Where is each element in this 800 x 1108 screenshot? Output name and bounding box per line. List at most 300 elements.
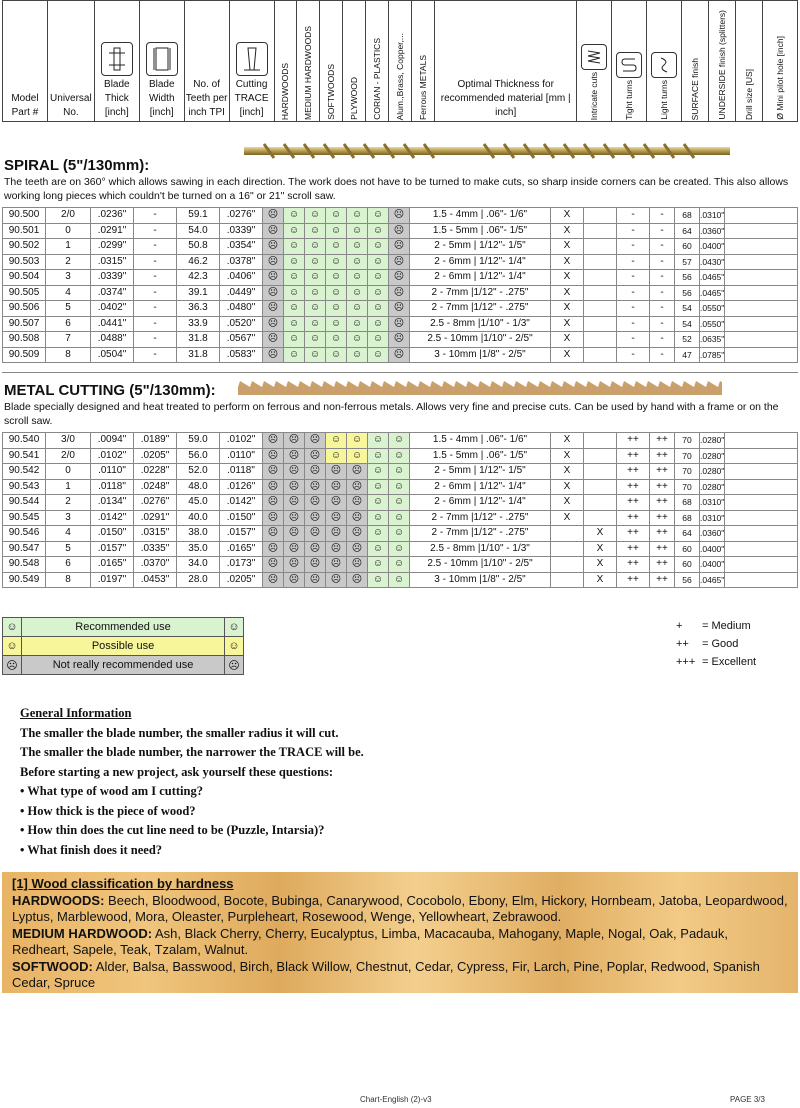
smile-icon: ☺ [389, 541, 410, 557]
cell-c2 [584, 301, 617, 317]
cell-c1: X [551, 285, 584, 301]
cell-c4: ++ [650, 510, 675, 526]
frown-icon: ☹ [263, 301, 284, 317]
general-line: • How thin does the cut line need to be (Puzzle, Intarsia)? [20, 823, 325, 837]
cell-opt: 1.5 - 5mm | .06"- 1/5" [410, 223, 551, 239]
frown-icon: ☹ [347, 557, 368, 573]
header-model: Model Part # [3, 1, 48, 122]
cell-trace: .0157" [220, 526, 263, 542]
cell-drill: 70 [675, 433, 700, 449]
cell-tpi: 42.3 [177, 270, 220, 286]
smile-icon: ☺ [326, 448, 347, 464]
cell-c2 [584, 285, 617, 301]
cell-drill: 70 [675, 448, 700, 464]
medium-hardwood-paragraph [12, 926, 788, 959]
cell-c3: ++ [617, 526, 650, 542]
smile-icon: ☺ [326, 223, 347, 239]
header-mat-0: HARDWOODS [274, 1, 297, 122]
cell-pilot: .0430" [700, 254, 725, 270]
smile-icon: ☺ [368, 285, 389, 301]
cell-model: 90.541 [3, 448, 46, 464]
spacer-cell [725, 464, 798, 480]
light-turns-icon [651, 52, 677, 78]
smile-icon: ☺ [284, 285, 305, 301]
cell-width: .0189" [134, 433, 177, 449]
smile-icon: ☺ [347, 223, 368, 239]
cell-uni: 3 [46, 510, 91, 526]
table-row [3, 239, 798, 255]
header-cut-0: Intricate cuts [577, 1, 612, 122]
smile-icon: ☺ [305, 254, 326, 270]
cell-c4: - [650, 239, 675, 255]
cell-c3: ++ [617, 510, 650, 526]
smile-icon: ☺ [389, 557, 410, 573]
cell-c1 [551, 557, 584, 573]
smile-icon: ☺ [368, 301, 389, 317]
header-table [2, 0, 798, 122]
smile-icon: ☺ [347, 332, 368, 348]
cell-drill: 56 [675, 572, 700, 588]
smile-icon: ☺ [347, 448, 368, 464]
cell-width: .0276" [134, 495, 177, 511]
general-heading: General Information [20, 706, 132, 720]
cell-c4: - [650, 254, 675, 270]
smile-icon: ☺ [347, 254, 368, 270]
cell-trace: .0165" [220, 541, 263, 557]
frown-icon: ☹ [389, 301, 410, 317]
header-tpi: No. of Teeth per inch TPI [184, 1, 229, 122]
cell-tpi: 35.0 [177, 541, 220, 557]
table-row [3, 270, 798, 286]
cell-drill: 68 [675, 495, 700, 511]
general-line: The smaller the blade number, the smaller radius it will cut. [20, 725, 339, 740]
frown-icon: ☹ [263, 572, 284, 588]
smile-icon: ☺ [326, 332, 347, 348]
cell-drill: 47 [675, 347, 700, 363]
frown-icon: ☹ [284, 433, 305, 449]
cell-c4: - [650, 301, 675, 317]
cell-width: .0228" [134, 464, 177, 480]
cell-pilot: .0400" [700, 557, 725, 573]
cell-drill: 64 [675, 223, 700, 239]
cell-model: 90.500 [3, 208, 46, 224]
cell-tpi: 48.0 [177, 479, 220, 495]
cell-opt: 3 - 10mm |1/8" - 2/5" [410, 347, 551, 363]
cell-drill: 57 [675, 254, 700, 270]
cell-c2 [584, 495, 617, 511]
cell-opt: 2.5 - 8mm |1/10" - 1/3" [410, 316, 551, 332]
header-cut-1: Tight turns [612, 1, 647, 122]
cell-c2 [584, 254, 617, 270]
softwood-paragraph [12, 959, 788, 992]
cell-width: .0291" [134, 510, 177, 526]
cell-thick: .0102" [91, 448, 134, 464]
smile-icon: ☺ [284, 223, 305, 239]
table-row [3, 332, 798, 348]
frown-icon: ☹ [326, 557, 347, 573]
cell-drill: 52 [675, 332, 700, 348]
frown-icon: ☹ [305, 526, 326, 542]
frown-icon: ☹ [347, 464, 368, 480]
smile-icon: ☺ [368, 223, 389, 239]
cell-model: 90.503 [3, 254, 46, 270]
smile-icon: ☺ [284, 301, 305, 317]
cell-opt: 2 - 6mm | 1/12"- 1/4" [410, 495, 551, 511]
spacer-cell [725, 254, 798, 270]
general-line: • What finish does it need? [20, 842, 163, 857]
cell-opt: 2 - 5mm | 1/12"- 1/5" [410, 464, 551, 480]
legend-not-recommended [3, 656, 244, 675]
cell-uni: 2/0 [46, 208, 91, 224]
frown-icon: ☹ [284, 495, 305, 511]
smile-icon: ☺ [368, 526, 389, 542]
metal-description: Blade specially designed and heat treated to perform on ferrous and non-ferrous metals. Allows very fine and precise cuts. Can be used by hand with a frame or on the scroll saw. [4, 401, 779, 427]
cell-model: 90.509 [3, 347, 46, 363]
cell-model: 90.543 [3, 479, 46, 495]
header-mat-4: CORIAN - PLASTICS [366, 1, 389, 122]
scale-excellent: +++ = Excellent [676, 656, 757, 668]
cell-drill: 64 [675, 526, 700, 542]
frown-icon: ☹ [389, 316, 410, 332]
cell-width: - [134, 285, 177, 301]
table-row [3, 464, 798, 480]
cell-trace: .0339" [220, 223, 263, 239]
cell-trace: .0142" [220, 495, 263, 511]
cell-opt: 1.5 - 5mm | .06"- 1/5" [410, 448, 551, 464]
cell-trace: .0173" [220, 557, 263, 573]
smile-icon: ☺ [326, 316, 347, 332]
spacer-cell [725, 270, 798, 286]
cell-c4: ++ [650, 479, 675, 495]
frown-icon: ☹ [284, 464, 305, 480]
frown-icon: ☹ [389, 239, 410, 255]
cell-opt: 1.5 - 4mm | .06"- 1/6" [410, 208, 551, 224]
frown-icon: ☹ [305, 572, 326, 588]
cell-width: - [134, 270, 177, 286]
cell-width: - [134, 332, 177, 348]
header-mat-6: Ferrous METALS [412, 1, 435, 122]
cell-c2: X [584, 526, 617, 542]
header-mat-3: PLYWOOD [343, 1, 366, 122]
smile-icon: ☺ [368, 479, 389, 495]
cell-c1: X [551, 464, 584, 480]
frown-icon: ☹ [225, 656, 244, 675]
smile-icon: ☺ [368, 316, 389, 332]
frown-icon: ☹ [305, 464, 326, 480]
smile-icon: ☺ [368, 495, 389, 511]
frown-icon: ☹ [263, 510, 284, 526]
frown-icon: ☹ [263, 448, 284, 464]
cell-thick: .0315" [91, 254, 134, 270]
table-row [3, 254, 798, 270]
frown-icon: ☹ [389, 254, 410, 270]
footer-page: PAGE 3/3 [730, 1095, 765, 1104]
frown-icon: ☹ [284, 510, 305, 526]
cell-c3: ++ [617, 464, 650, 480]
cell-uni: 2 [46, 254, 91, 270]
cell-c2 [584, 223, 617, 239]
frown-icon: ☹ [326, 510, 347, 526]
smile-icon: ☺ [305, 332, 326, 348]
spacer-cell [725, 526, 798, 542]
smile-icon: ☺ [368, 448, 389, 464]
cell-c1: X [551, 347, 584, 363]
frown-icon: ☹ [326, 526, 347, 542]
header-cut-2: Light turns [647, 1, 682, 122]
medium-hardwood-text: Ash, Black Cherry, Cherry, Eucalyptus, Limba, Macacauba, Mahogany, Maple, Nogal, Oak, Padauk, Redheart, Sapele, Teak, Tzalam, Walnut. [12, 925, 728, 957]
cell-model: 90.508 [3, 332, 46, 348]
smile-icon: ☺ [389, 526, 410, 542]
cell-c1: X [551, 301, 584, 317]
legend-label: Possible use [22, 637, 225, 656]
frown-icon: ☹ [326, 464, 347, 480]
metal-blade-image [238, 381, 722, 397]
frown-icon: ☹ [263, 316, 284, 332]
cell-c3: ++ [617, 433, 650, 449]
cell-tpi: 38.0 [177, 526, 220, 542]
table-row [3, 557, 798, 573]
cell-pilot: .0400" [700, 541, 725, 557]
cell-thick: .0150" [91, 526, 134, 542]
frown-icon: ☹ [305, 510, 326, 526]
cell-trace: .0378" [220, 254, 263, 270]
cell-model: 90.507 [3, 316, 46, 332]
frown-icon: ☹ [263, 464, 284, 480]
smile-icon: ☺ [347, 270, 368, 286]
cell-pilot: .0280" [700, 464, 725, 480]
cell-c1: X [551, 316, 584, 332]
cell-c4: - [650, 270, 675, 286]
cell-thick: .0110" [91, 464, 134, 480]
cell-trace: .0276" [220, 208, 263, 224]
smile-icon: ☺ [389, 479, 410, 495]
cutting-trace-icon [236, 42, 268, 76]
smile-icon: ☺ [347, 301, 368, 317]
header-cut-5: Drill size [US] [736, 1, 763, 122]
wood-heading: [1] Wood classification by hardness [12, 876, 234, 891]
cell-c4: ++ [650, 448, 675, 464]
frown-icon: ☹ [263, 479, 284, 495]
cell-c1: X [551, 254, 584, 270]
cell-c3: - [617, 285, 650, 301]
cell-uni: 0 [46, 464, 91, 480]
cell-trace: .0583" [220, 347, 263, 363]
cell-trace: .0354" [220, 239, 263, 255]
cell-c3: - [617, 208, 650, 224]
spacer-cell [725, 332, 798, 348]
cell-width: - [134, 301, 177, 317]
frown-icon: ☹ [326, 572, 347, 588]
cell-c2 [584, 347, 617, 363]
smile-icon: ☺ [389, 495, 410, 511]
cell-uni: 6 [46, 316, 91, 332]
smile-icon: ☺ [389, 448, 410, 464]
cell-width: .0315" [134, 526, 177, 542]
medium-hardwood-label: MEDIUM HARDWOOD: [12, 925, 153, 941]
cell-c3: - [617, 239, 650, 255]
cell-c4: ++ [650, 541, 675, 557]
frown-icon: ☹ [389, 270, 410, 286]
cell-thick: .0197" [91, 572, 134, 588]
cell-pilot: .0280" [700, 433, 725, 449]
cell-thick: .0488" [91, 332, 134, 348]
cell-trace: .0205" [220, 572, 263, 588]
cell-pilot: .0310" [700, 510, 725, 526]
softwood-label: SOFTWOOD: [12, 958, 93, 974]
cell-c3: - [617, 332, 650, 348]
frown-icon: ☹ [284, 572, 305, 588]
cell-uni: 2 [46, 495, 91, 511]
cell-pilot: .0360" [700, 223, 725, 239]
smile-icon: ☺ [326, 208, 347, 224]
cell-uni: 2/0 [46, 448, 91, 464]
cell-trace: .0567" [220, 332, 263, 348]
cell-tpi: 40.0 [177, 510, 220, 526]
cell-width: - [134, 254, 177, 270]
cell-c1: X [551, 208, 584, 224]
spacer-cell [725, 208, 798, 224]
cell-opt: 2.5 - 10mm |1/10" - 2/5" [410, 557, 551, 573]
spacer-cell [725, 557, 798, 573]
cell-c2: X [584, 557, 617, 573]
cell-tpi: 54.0 [177, 223, 220, 239]
cell-thick: .0236" [91, 208, 134, 224]
legend-possible [3, 637, 244, 656]
smile-icon: ☺ [225, 618, 244, 637]
cell-c3: ++ [617, 479, 650, 495]
cell-c3: - [617, 254, 650, 270]
cell-trace: .0449" [220, 285, 263, 301]
legend-recommended [3, 618, 244, 637]
cell-pilot: .0635" [700, 332, 725, 348]
frown-icon: ☹ [347, 510, 368, 526]
cell-uni: 5 [46, 541, 91, 557]
spacer-cell [725, 316, 798, 332]
cell-tpi: 33.9 [177, 316, 220, 332]
cell-opt: 2.5 - 8mm |1/10" - 1/3" [410, 541, 551, 557]
cell-c3: ++ [617, 541, 650, 557]
header-optimal: Optimal Thickness for recommended material [mm | inch] [434, 1, 576, 122]
spacer-cell [725, 448, 798, 464]
smile-icon: ☺ [389, 572, 410, 588]
frown-icon: ☹ [305, 433, 326, 449]
smile-icon: ☺ [368, 464, 389, 480]
cell-uni: 6 [46, 557, 91, 573]
header-trace: Cutting TRACE [inch] [229, 1, 274, 122]
cell-c1: X [551, 223, 584, 239]
cell-thick: .0142" [91, 510, 134, 526]
cell-pilot: .0465" [700, 270, 725, 286]
frown-icon: ☹ [263, 270, 284, 286]
cell-trace: .0110" [220, 448, 263, 464]
cell-thick: .0118" [91, 479, 134, 495]
smile-icon: ☺ [284, 332, 305, 348]
cell-opt: 3 - 10mm |1/8" - 2/5" [410, 572, 551, 588]
cell-thick: .0504" [91, 347, 134, 363]
cell-c4: - [650, 347, 675, 363]
header-width: Blade Width [inch] [139, 1, 184, 122]
table-row [3, 510, 798, 526]
general-line: • How thick is the piece of wood? [20, 803, 196, 818]
cell-model: 90.546 [3, 526, 46, 542]
header-cut-4: UNDERSIDE finish (splitters) [709, 1, 736, 122]
cell-uni: 1 [46, 239, 91, 255]
spacer-cell [725, 433, 798, 449]
cell-pilot: .0280" [700, 448, 725, 464]
table-row [3, 301, 798, 317]
frown-icon: ☹ [263, 495, 284, 511]
cell-c1 [551, 572, 584, 588]
smile-icon: ☺ [347, 433, 368, 449]
frown-icon: ☹ [263, 557, 284, 573]
cell-model: 90.549 [3, 572, 46, 588]
smile-icon: ☺ [368, 270, 389, 286]
cell-opt: 2 - 6mm | 1/12"- 1/4" [410, 479, 551, 495]
cell-pilot: .0465" [700, 285, 725, 301]
table-row [3, 433, 798, 449]
spacer-cell [725, 347, 798, 363]
cell-uni: 4 [46, 526, 91, 542]
smile-icon: ☺ [305, 301, 326, 317]
frown-icon: ☹ [347, 495, 368, 511]
cell-thick: .0339" [91, 270, 134, 286]
smile-icon: ☺ [305, 270, 326, 286]
cell-drill: 68 [675, 510, 700, 526]
scale-good: ++ = Good [676, 638, 739, 650]
cell-tpi: 31.8 [177, 332, 220, 348]
smile-icon: ☺ [284, 254, 305, 270]
cell-uni: 1 [46, 479, 91, 495]
general-line: The smaller the blade number, the narrower the TRACE will be. [20, 745, 364, 759]
metal-title: METAL CUTTING (5"/130mm): [4, 382, 216, 399]
hardwoods-label: HARDWOODS: [12, 892, 105, 908]
smile-icon: ☺ [347, 347, 368, 363]
cell-c3: - [617, 301, 650, 317]
cell-c3: ++ [617, 448, 650, 464]
cell-c2: X [584, 541, 617, 557]
cell-drill: 54 [675, 316, 700, 332]
cell-trace: .0406" [220, 270, 263, 286]
spacer-cell [725, 285, 798, 301]
smile-icon: ☺ [284, 239, 305, 255]
cell-drill: 56 [675, 285, 700, 301]
cell-uni: 8 [46, 347, 91, 363]
table-row [3, 347, 798, 363]
cell-width: .0335" [134, 541, 177, 557]
cell-tpi: 39.1 [177, 285, 220, 301]
smile-icon: ☺ [305, 208, 326, 224]
spacer-cell [725, 239, 798, 255]
frown-icon: ☹ [347, 526, 368, 542]
frown-icon: ☹ [326, 495, 347, 511]
cell-c3: - [617, 316, 650, 332]
cell-model: 90.545 [3, 510, 46, 526]
smile-icon: ☺ [347, 316, 368, 332]
cell-c1: X [551, 510, 584, 526]
cell-pilot: .0550" [700, 301, 725, 317]
cell-model: 90.502 [3, 239, 46, 255]
frown-icon: ☹ [389, 223, 410, 239]
cell-c4: - [650, 332, 675, 348]
frown-icon: ☹ [284, 557, 305, 573]
smile-icon: ☺ [305, 347, 326, 363]
cell-c1: X [551, 495, 584, 511]
cell-pilot: .0550" [700, 316, 725, 332]
cell-model: 90.501 [3, 223, 46, 239]
cell-model: 90.506 [3, 301, 46, 317]
cell-opt: 2 - 6mm | 1/12"- 1/4" [410, 270, 551, 286]
cell-tpi: 36.3 [177, 301, 220, 317]
